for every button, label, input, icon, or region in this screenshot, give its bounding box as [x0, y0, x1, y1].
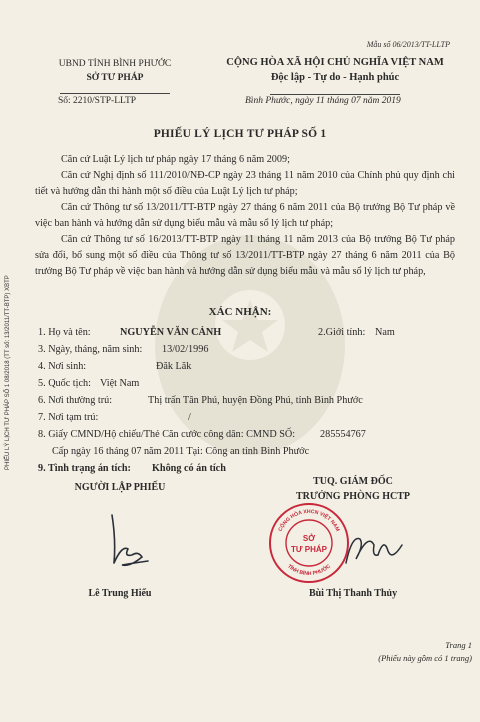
residence-label: 6. Nơi thường trú: — [38, 395, 113, 406]
gender-label: 2.Giới tính: — [318, 327, 366, 338]
field-row-birthplace — [38, 361, 468, 378]
name-label: 1. Họ và tên: — [38, 327, 91, 338]
name-value: NGUYỄN VĂN CẢNH — [120, 327, 222, 338]
field-row-name — [38, 327, 468, 344]
legal-basis-item: Căn cứ Luật Lý lịch tư pháp ngày 17 tháng 6 năm 2009; — [61, 154, 290, 165]
form-number: Mẫu số 06/2013/TT-LLTP — [366, 40, 450, 49]
document-number: Số: 2210/STP-LLTP — [58, 96, 137, 106]
page-label: Trang 1 — [445, 640, 472, 650]
motto-line: Độc lập - Tự do - Hạnh phúc — [270, 72, 400, 83]
signer-title — [278, 474, 428, 504]
stamp-center-2: TƯ PHÁP — [291, 545, 327, 554]
nationality-value: Việt Nam — [100, 378, 140, 389]
issued-line: Cấp ngày 16 tháng 07 năm 2011 Tại: Công an tỉnh Bình Phước — [52, 446, 310, 457]
field-row-temp — [38, 412, 468, 429]
stamp-center-1: SỞ — [302, 534, 316, 543]
agency-line-1: UBND TỈNH BÌNH PHƯỚC — [58, 59, 172, 69]
dob-label: 3. Ngày, tháng, năm sinh: — [38, 344, 143, 355]
legal-basis — [35, 152, 455, 280]
field-row-dob — [38, 344, 468, 361]
residence-value: Thị trấn Tân Phú, huyện Đồng Phú, tỉnh Bình Phước — [148, 395, 363, 406]
id-value: 285554767 — [320, 429, 366, 440]
signer-signature — [338, 515, 408, 575]
record-value: Không có án tích — [152, 463, 226, 474]
record-label: 9. Tình trạng án tích: — [38, 463, 131, 474]
preparer-signature — [100, 505, 160, 575]
agency-line-2: SỞ TƯ PHÁP — [86, 73, 144, 83]
temp-label: 7. Nơi tạm trú: — [38, 412, 99, 423]
gender-value: Nam — [375, 327, 395, 338]
stamp-ring-bottom: TỈNH BÌNH PHƯỚC — [286, 563, 332, 578]
confirm-heading: XÁC NHẬN: — [208, 306, 272, 318]
stamp-ring-top: CỘNG HÒA XHCN VIỆT NAM — [277, 508, 341, 533]
signer-title-line-2: TRƯỞNG PHÒNG HCTP — [295, 491, 411, 502]
signer-title-line-1: TUQ. GIÁM ĐỐC — [313, 476, 393, 487]
temp-value: / — [188, 412, 191, 423]
legal-basis-item: Căn cứ Nghị định số 111/2010/NĐ-CP ngày 23 tháng 11 năm 2010 của Chính phủ quy định chi tiết và hướng dẫn thi hành một số điều của Luật Lý lịch tư pháp; — [35, 170, 455, 197]
issue-date: Bình Phước, ngày 11 tháng 07 năm 2019 — [245, 96, 401, 106]
legal-basis-item: Căn cứ Thông tư số 13/2011/TT-BTP ngày 27 tháng 6 năm 2011 của Bộ trưởng Bộ Tư pháp về việc ban hành và hướng dẫn sử dụng biểu mẫu và mẫu sổ lý lịch tư pháp; — [35, 202, 455, 229]
birthplace-label: 4. Nơi sinh: — [38, 361, 87, 372]
dob-value: 13/02/1996 — [162, 344, 209, 355]
field-row-residence — [38, 395, 468, 412]
field-row-nationality — [38, 378, 468, 395]
nationality-label: 5. Quốc tịch: — [38, 378, 91, 389]
legal-basis-item: Căn cứ Thông tư số 16/2013/TT-BTP ngày 11 tháng 11 năm 2013 của Bộ trưởng Bộ Tư pháp sửa đổi, bổ sung một số điều của Thông tư số 13/2011/TT-BTP ngày 27 tháng 6 năm 2011 của Bộ trưởng Bộ Tư pháp về việc ban hành và hướng dẫn sử dụng biểu mẫu và mẫu sổ lý lịch tư pháp, — [35, 234, 455, 277]
side-note: PHIẾU LÝ LỊCH TƯ PHÁP SỐ 1 08/2018 (TT số: 13/2011/TT-BTP) XBTP — [5, 275, 11, 470]
left-header — [40, 57, 190, 99]
right-header — [215, 55, 455, 100]
signer-name: Bùi Thị Thanh Thủy — [308, 588, 398, 599]
birthplace-value: Đăk Lăk — [156, 361, 192, 372]
id-label: 8. Giấy CMND/Hộ chiếu/Thẻ Căn cước công dân: CMND SỐ: — [38, 429, 296, 440]
personal-fields — [38, 327, 468, 480]
page-note: (Phiếu này gồm có 1 trang) — [378, 653, 472, 663]
svg-text:CỘNG HÒA XHCN VIỆT NAM — [278, 509, 341, 533]
preparer-name: Lê Trung Hiếu — [88, 588, 152, 599]
nation-line: CỘNG HÒA XÃ HỘI CHỦ NGHĨA VIỆT NAM — [226, 57, 444, 68]
document-title: PHIẾU LÝ LỊCH TƯ PHÁP SỐ 1 — [153, 128, 327, 140]
field-row-issued — [38, 446, 468, 463]
preparer-title: NGƯỜI LẬP PHIẾU — [74, 482, 166, 493]
field-row-id — [38, 429, 468, 446]
